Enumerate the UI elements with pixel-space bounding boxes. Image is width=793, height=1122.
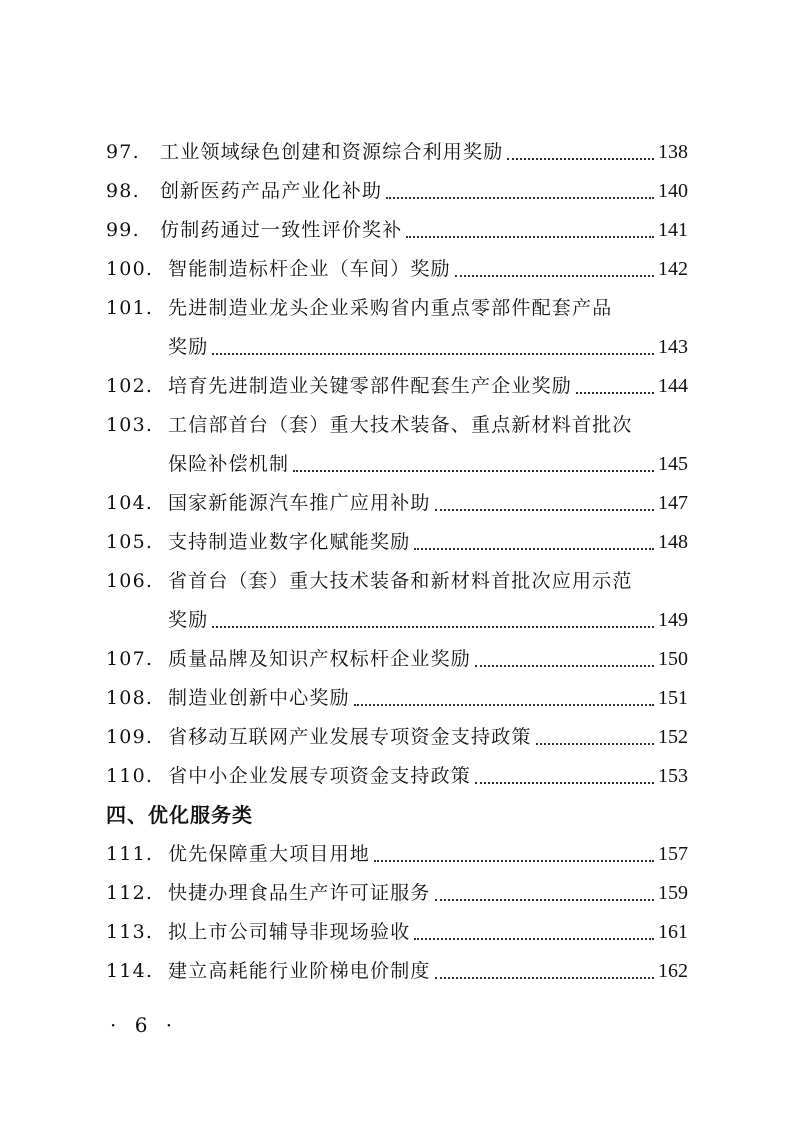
entry-page-number: 145 [658,453,688,475]
entry-number: 112. [106,882,154,904]
leader-dots [212,353,654,355]
entry-number: 102. [106,375,154,397]
entry-page-number: 153 [658,765,688,787]
entry-title: 质量品牌及知识产权标杆企业奖励 [168,648,472,670]
leader-dots [475,782,654,784]
toc-entry[interactable] [106,133,688,172]
entry-page-number: 157 [658,843,688,865]
leader-dots [354,704,654,706]
entry-number: 100. [106,258,154,280]
toc-entry[interactable] [106,367,688,406]
toc-entry[interactable] [106,679,688,718]
entry-title: 工业领域绿色创建和资源综合利用奖励 [160,141,504,163]
leader-dots [293,470,654,472]
entry-title-line-2: 保险补偿机制 [168,453,290,475]
entry-number: 108. [106,687,154,709]
entry-number: 103. [106,414,154,436]
entry-page-number: 152 [658,726,688,748]
toc-entry-line-2 [106,601,688,640]
entry-number: 110. [106,765,154,787]
leader-dots [475,665,654,667]
toc-entry[interactable] [106,874,688,913]
leader-dots [212,626,654,628]
leader-dots [536,743,654,745]
entry-page-number: 150 [658,648,688,670]
leader-dots [386,197,654,199]
entry-number: 97. [106,141,140,163]
entry-title: 仿制药通过一致性评价奖补 [160,219,403,241]
entry-number: 106. [106,570,154,592]
leader-dots [406,236,654,238]
entry-page-number: 162 [658,960,688,982]
entry-page-number: 143 [658,336,688,358]
toc-entry[interactable] [106,484,688,523]
entry-number: 99. [106,219,140,241]
entry-title-line-2: 奖励 [168,609,209,631]
leader-dots [435,977,654,979]
entry-title-line-1: 省首台（套）重大技术装备和新材料首批次应用示范 [168,570,633,592]
toc-entry-multiline[interactable] [106,406,688,484]
toc-entry-multiline[interactable] [106,562,688,640]
toc-entry[interactable] [106,835,688,874]
entry-page-number: 149 [658,609,688,631]
entry-number: 107. [106,648,154,670]
entry-number: 105. [106,531,154,553]
toc-entry[interactable] [106,718,688,757]
toc-entry[interactable] [106,250,688,289]
entry-page-number: 141 [658,219,688,241]
toc-entry-line-1 [106,406,688,445]
toc-entry[interactable] [106,211,688,250]
entry-page-number: 161 [658,921,688,943]
table-of-contents [106,133,688,991]
leader-dots [455,275,654,277]
page-number-footer: · 6 · [110,1013,179,1037]
entry-title: 建立高耗能行业阶梯电价制度 [168,960,431,982]
entry-page-number: 147 [658,492,688,514]
toc-entry-line-1 [106,289,688,328]
entry-title: 培育先进制造业关键零部件配套生产企业奖励 [168,375,573,397]
entry-number: 109. [106,726,154,748]
toc-entry-line-2 [106,445,688,484]
entry-number: 101. [106,297,154,319]
leader-dots [374,860,654,862]
toc-entry[interactable] [106,640,688,679]
entry-number: 114. [106,960,154,982]
entry-title: 拟上市公司辅导非现场验收 [168,921,411,943]
leader-dots [435,899,654,901]
entry-title: 制造业创新中心奖励 [168,687,350,709]
entry-page-number: 140 [658,180,688,202]
entry-title: 省移动互联网产业发展专项资金支持政策 [168,726,532,748]
entry-page-number: 159 [658,882,688,904]
leader-dots [414,548,654,550]
entry-page-number: 144 [658,375,688,397]
section-heading: 四、优化服务类 [106,803,253,827]
leader-dots [414,938,654,940]
leader-dots [576,392,654,394]
entry-number: 98. [106,180,140,202]
entry-number: 113. [106,921,154,943]
entry-number: 111. [106,843,154,865]
entry-title: 创新医药产品产业化补助 [160,180,383,202]
entry-title: 支持制造业数字化赋能奖励 [168,531,411,553]
toc-entry[interactable] [106,172,688,211]
entry-number: 104. [106,492,154,514]
entry-page-number: 138 [658,141,688,163]
toc-entry-multiline[interactable] [106,289,688,367]
toc-entry[interactable] [106,913,688,952]
toc-entry[interactable] [106,952,688,991]
toc-entry[interactable] [106,757,688,796]
leader-dots [507,158,654,160]
entry-title: 优先保障重大项目用地 [168,843,371,865]
leader-dots [435,509,654,511]
entry-page-number: 142 [658,258,688,280]
toc-entry[interactable] [106,523,688,562]
entry-title-line-1: 工信部首台（套）重大技术装备、重点新材料首批次 [168,414,633,436]
entry-page-number: 151 [658,687,688,709]
toc-entry-line-2 [106,328,688,367]
entry-title: 国家新能源汽车推广应用补助 [168,492,431,514]
toc-entry-line-1 [106,562,688,601]
entry-page-number: 148 [658,531,688,553]
entry-title-line-1: 先进制造业龙头企业采购省内重点零部件配套产品 [168,297,613,319]
entry-title: 快捷办理食品生产许可证服务 [168,882,431,904]
entry-title-line-2: 奖励 [168,336,209,358]
entry-title: 智能制造标杆企业（车间）奖励 [168,258,451,280]
entry-title: 省中小企业发展专项资金支持政策 [168,765,472,787]
